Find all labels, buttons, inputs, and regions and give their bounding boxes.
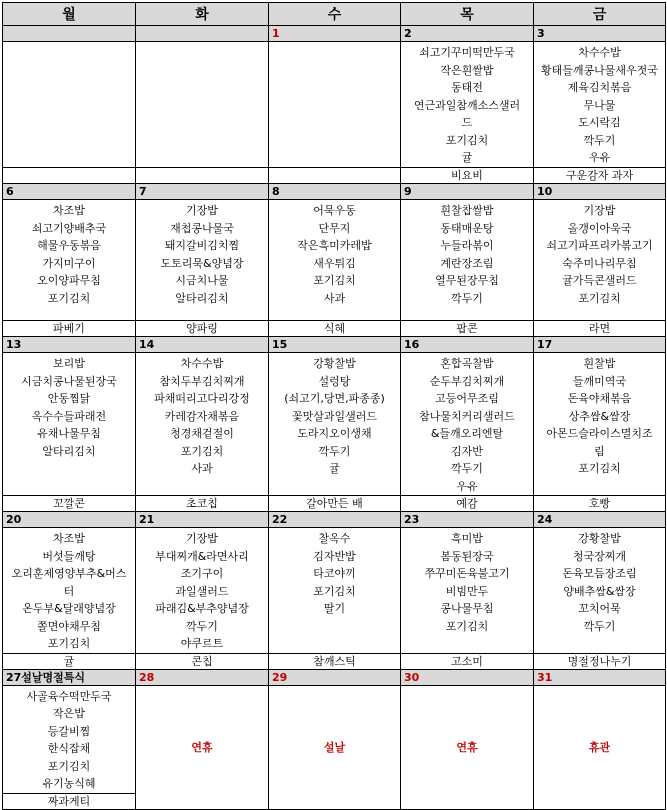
menu-item: 쭈꾸미돈육불고기 [424,567,510,580]
menu-item: 깍두기 [583,133,616,147]
weekday-header-wed: 수 [269,3,401,26]
menu-item: 한식잡채 [47,742,91,755]
menu-item: 사골육수떡만두국 [26,689,112,703]
menu-item: 도시락김 [578,116,621,129]
day-number: 13 [3,337,136,353]
weekday-header-row [3,3,666,26]
day-number: 1 [269,26,401,42]
snack-item: 초코칩 [136,496,269,512]
menu-item: 차수수밥 [180,357,224,370]
menu-item: 연근과일참깨소스샐러 [413,98,521,112]
menu-item: 과일샐러드 [175,584,229,598]
snack-item: 식혜 [269,321,401,337]
menu-item: 새우튀김 [313,256,356,270]
menu-item: 딸기 [323,602,346,615]
day-number [3,26,136,42]
day-menu [534,42,666,168]
day-number: 10 [534,184,666,200]
menu-item: 작은밥 [53,707,85,720]
menu-item: 콩나물무침 [440,602,494,615]
snack-item: 귤 [3,653,136,669]
holiday-label: 휴관 [534,685,666,809]
day-number: 2 [401,26,534,42]
menu-item: 림 [594,444,605,458]
day-menu [401,200,534,321]
day-number: 14 [136,337,269,353]
menu-item: 기장밥 [186,204,218,217]
menu-item: 꽃맛살과일샐러드 [291,409,377,423]
menu-item: 온두부&달래양념장 [22,602,116,615]
menu-item: 보리밥 [53,357,85,370]
menu-item: 시금치나물 [175,274,229,287]
snack-row [3,496,666,512]
day-menu [401,42,534,168]
menu-item: 쇠고기양배추국 [31,221,107,235]
day-number: 29 [269,669,401,685]
menu-item: 김자반 [451,444,483,458]
day-menu [401,528,534,654]
weekday-header-tue: 화 [136,3,269,26]
day-number: 23 [401,512,534,528]
menu-item: 강황찰밥 [313,357,356,370]
date-row [3,26,666,42]
menu-item: 우유 [456,479,478,493]
menu-item: 흑미밥 [451,532,483,545]
menu-item: 야쿠르트 [180,637,224,650]
menu-item: 쫄면야채무침 [37,619,101,633]
snack-row [3,653,666,669]
snack-item: 비요비 [401,168,534,184]
day-number: 3 [534,26,666,42]
day-menu [3,353,136,496]
snack-item [3,168,136,184]
menu-item: 타코야끼 [313,567,356,580]
menu-item: 포기김치 [313,584,356,598]
menu-item: 귤 [461,151,473,164]
menu-row [3,353,666,496]
menu-item: 설렁탕 [318,374,351,388]
date-row [3,669,666,685]
day-number: 9 [401,184,534,200]
menu-item: 사과 [191,462,213,475]
day-number: 27설날명절특식 [3,669,136,685]
menu-item: 참나물치커리샐러드 [419,409,515,423]
menu-item: 흰찰밥 [583,357,616,370]
menu-item: 제육김치볶음 [567,81,632,94]
day-number: 15 [269,337,401,353]
menu-item: 어묵우동 [313,204,356,217]
menu-item: 파래김&부추양념장 [155,602,249,615]
menu-item: 포기김치 [47,637,91,650]
snack-item: 명절정나누기 [534,653,666,669]
day-number: 17 [534,337,666,353]
menu-item: 작은흰쌀밥 [440,63,494,77]
menu-item: 포기김치 [47,291,91,305]
snack-item: 갈아만든 배 [269,496,401,512]
menu-item: 봄동된장국 [440,549,494,563]
holiday-label: 연휴 [136,685,269,809]
menu-item: 강황찰밥 [578,532,621,545]
menu-item: 유기농식혜 [42,777,96,790]
day-number: 31 [534,669,666,685]
snack-item: 콘칩 [136,653,269,669]
menu-item: 포기김치 [445,133,489,147]
menu-row [3,685,666,793]
snack-item: 호빵 [534,496,666,512]
menu-item: 차조밥 [53,532,85,545]
snack-item [136,168,269,184]
menu-item: 포기김치 [578,462,621,475]
snack-item: 참깨스틱 [269,653,401,669]
day-number: 28 [136,669,269,685]
day-menu [3,42,136,168]
menu-item: 찰옥수 [318,532,351,545]
menu-row [3,42,666,168]
menu-item: 고등어무조림 [435,392,499,405]
menu-item: 도토리묵&양념장 [160,256,244,270]
snack-item: 팝콘 [401,321,534,337]
snack-row [3,168,666,184]
menu-item: 순두부김치찌개 [429,374,505,388]
day-number: 30 [401,669,534,685]
day-menu [136,42,269,168]
day-number: 24 [534,512,666,528]
menu-item: 청경채겉절이 [170,427,234,440]
menu-item: 포기김치 [180,444,224,458]
day-menu [136,200,269,321]
day-menu [3,685,136,793]
date-row [3,512,666,528]
calendar-body [3,26,666,810]
menu-item: 꼬치어묵 [578,602,621,615]
menu-item: 깍두기 [583,619,616,633]
menu-item: 누들라볶이 [440,239,494,252]
menu-item: 기장밥 [186,532,218,545]
menu-item: 차조밥 [53,204,85,217]
day-number: 21 [136,512,269,528]
menu-item: 포기김치 [47,759,91,773]
day-number: 20 [3,512,136,528]
menu-item: 해물우동볶음 [37,239,101,252]
weekday-header-fri: 금 [534,3,666,26]
menu-item: 열무된장무침 [435,274,499,287]
snack-item: 짜과게티 [3,793,136,809]
menu-item: 알타리김치 [42,444,96,458]
monthly-meal-calendar [2,2,666,810]
menu-item: 사과 [323,291,346,305]
menu-item: 터 [63,584,75,598]
menu-item: 동태전 [451,81,483,94]
menu-item: 포기김치 [445,619,489,633]
menu-item: 깍두기 [318,444,351,458]
snack-item: 구운감자 과자 [534,168,666,184]
menu-item: 안동찜닭 [47,392,91,405]
snack-row [3,321,666,337]
holiday-label: 연휴 [401,685,534,809]
menu-item: 카레감자채볶음 [164,409,240,423]
menu-row [3,528,666,654]
menu-item: 조기구이 [180,567,224,580]
day-menu [269,528,401,654]
menu-item: 기장밥 [583,204,616,217]
menu-item: 동태매운탕 [440,221,494,235]
day-menu [3,528,136,654]
menu-item: 혼합곡찰밥 [440,357,494,370]
snack-item: 예감 [401,496,534,512]
day-menu [269,42,401,168]
snack-item: 고소미 [401,653,534,669]
menu-item: 포기김치 [313,274,356,287]
menu-item: 김자반밥 [313,549,356,563]
menu-item: 차수수밥 [578,46,621,59]
menu-item: 쇠고기파프리카볶고기 [546,239,653,252]
menu-item: 우유 [588,151,611,164]
menu-item: 귤 [329,462,340,475]
date-row [3,337,666,353]
menu-item: 들깨미역국 [572,374,627,388]
day-menu [3,200,136,321]
day-menu [269,200,401,321]
menu-item: 숙주미나리무침 [562,256,637,270]
menu-item: 깍두기 [186,619,218,633]
menu-item: 단무지 [318,221,351,235]
menu-item: 올갱이아욱국 [567,221,632,235]
day-number: 22 [269,512,401,528]
menu-item: 비빔만두 [445,584,489,598]
menu-item: 오리훈제영양부추&머스 [11,567,127,580]
day-menu [401,353,534,496]
menu-item: &들깨오리엔탈 [430,427,504,440]
menu-item: 계란장조림 [440,256,494,270]
menu-item: 돼지갈비김치찜 [164,239,240,252]
menu-item: 쇠고기꾸미떡만두국 [419,46,515,59]
date-row [3,184,666,200]
menu-item: 무나물 [583,98,616,112]
menu-item: 돈육모듬장조림 [562,567,637,580]
day-menu [534,528,666,654]
day-number: 7 [136,184,269,200]
menu-item: 시금치콩나물된장국 [21,374,117,388]
snack-item: 양파링 [136,321,269,337]
menu-item: 도라지오이생채 [297,427,372,440]
snack-item [269,168,401,184]
menu-item: 돈육야채볶음 [567,392,632,405]
menu-item: 파채떠리고다리강정 [154,392,250,405]
menu-item: 양배추쌈&쌈장 [563,584,636,598]
weekday-header-thu: 목 [401,3,534,26]
snack-item: 꼬깔콘 [3,496,136,512]
menu-item: (쇠고기,당면,파종종) [284,392,385,405]
day-menu [534,200,666,321]
menu-item: 포기김치 [578,291,621,305]
menu-item: 깍두기 [451,291,483,305]
snack-item: 라면 [534,321,666,337]
menu-item: 가지미구이 [42,256,96,270]
menu-item: 흰찰찹쌀밥 [440,204,494,217]
day-number: 16 [401,337,534,353]
menu-item: 버섯들깨탕 [42,549,96,563]
menu-item: 아몬드슬라이스멸치조 [546,427,653,440]
menu-item: 등갈비찜 [47,724,91,738]
menu-item: 깍두기 [451,462,483,475]
menu-item: 부대찌개&라면사리 [155,549,249,563]
weekday-header-mon: 월 [3,3,136,26]
day-menu [269,353,401,496]
menu-item: 청국장찌개 [572,549,627,563]
menu-item: 귤가득콘샐러드 [562,274,637,287]
day-number: 8 [269,184,401,200]
menu-item: 옥수수들파래전 [31,409,107,423]
menu-item: 재첩콩나물국 [170,221,234,235]
day-menu [534,353,666,496]
day-number [136,26,269,42]
menu-item: 황태들깨콩나물새우젓국 [541,63,658,77]
menu-item: 알타리김치 [175,291,229,305]
snack-item: 파베기 [3,321,136,337]
day-menu [136,528,269,654]
menu-item: 참치두부김치찌개 [159,374,245,388]
menu-item: 상추쌈&쌈장 [568,409,631,423]
menu-row [3,200,666,321]
holiday-label: 설날 [269,685,401,809]
day-number: 6 [3,184,136,200]
menu-item: 드 [461,116,473,129]
day-menu [136,353,269,496]
menu-item: 오이양파무침 [37,274,101,287]
menu-item: 유채나물무침 [37,427,101,440]
menu-item: 작은흑미카레밥 [297,239,372,252]
